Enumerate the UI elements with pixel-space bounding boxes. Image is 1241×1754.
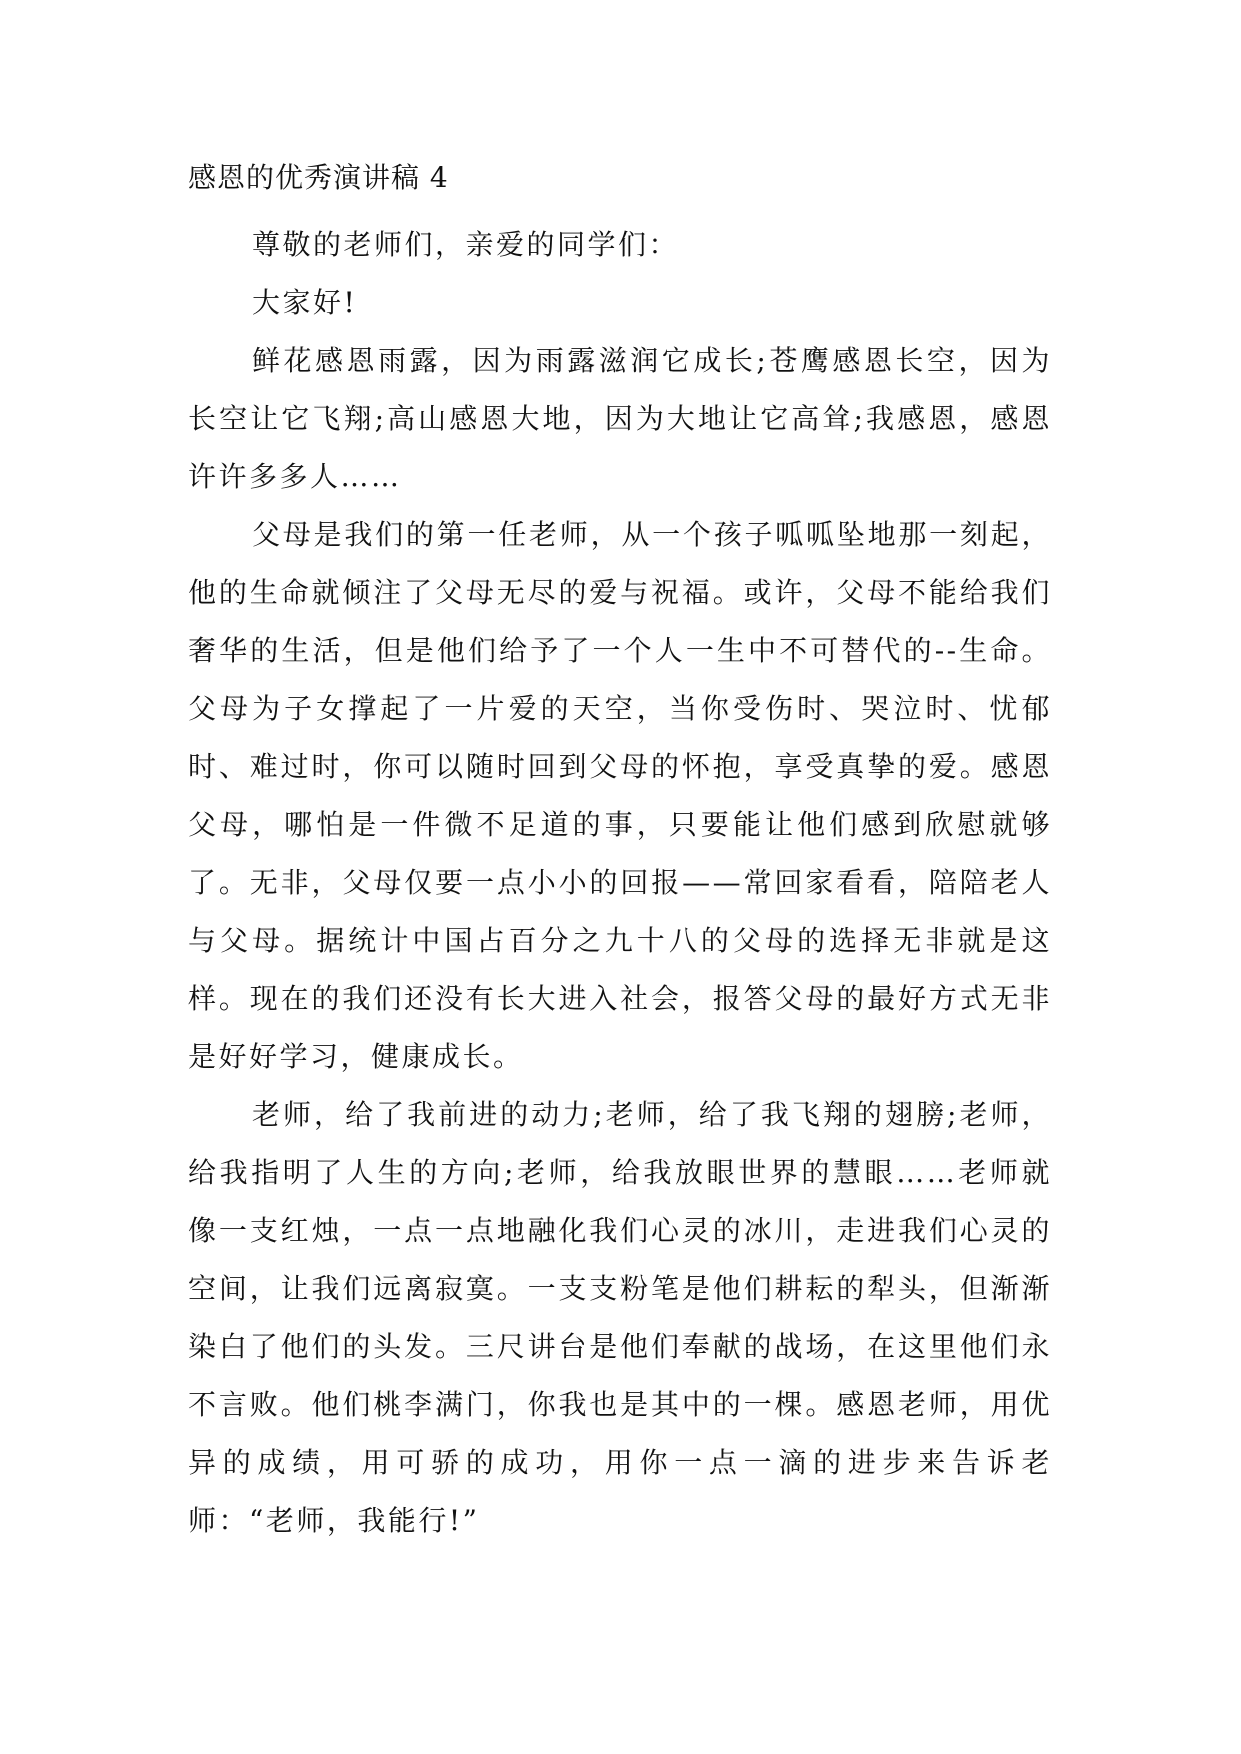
document-title: 感恩的优秀演讲稿 4	[188, 161, 449, 194]
salutation: 尊敬的老师们，亲爱的同学们：	[252, 228, 680, 261]
document-body	[188, 160, 1052, 1550]
paragraph-parents: 父母是我们的第一任老师，从一个孩子呱呱坠地那一刻起，他的生命就倾注了父母无尽的爱与祝福。或许，父母不能给我们奢华的生活，但是他们给予了一个人一生中不可替代的--生命。父母为子女撑起了一片爱的天空，当你受伤时、哭泣时、忧郁时、难过时，你可以随时回到父母的怀抱，享受真挚的爱。感恩父母，哪怕是一件微不足道的事，只要能让他们感到欣慰就够了。无非，父母仅要一点小小的回报——常回家看看，陪陪老人与父母。据统计中国占百分之九十八的父母的选择无非就是这样。现在的我们还没有长大进入社会，报答父母的最好方式无非是好好学习，健康成长。	[188, 518, 1052, 1073]
greeting: 大家好!	[252, 286, 358, 319]
paragraph-teachers: 老师，给了我前进的动力;老师，给了我飞翔的翅膀;老师，给我指明了人生的方向;老师，给我放眼世界的慧眼……老师就像一支红烛，一点一点地融化我们心灵的冰川，走进我们心灵的空间，让我们远离寂寞。一支支粉笔是他们耕耘的犁头，但渐渐染白了他们的头发。三尺讲台是他们奉献的战场，在这里他们永不言败。他们桃李满门，你我也是其中的一棵。感恩老师，用优异的成绩，用可骄的成功，用你一点一滴的进步来告诉老师：“老师，我能行!”	[188, 1098, 1052, 1537]
paragraph-flowers: 鲜花感恩雨露，因为雨露滋润它成长;苍鹰感恩长空，因为长空让它飞翔;高山感恩大地，因为大地让它高耸;我感恩，感恩许许多多人……	[188, 344, 1052, 493]
